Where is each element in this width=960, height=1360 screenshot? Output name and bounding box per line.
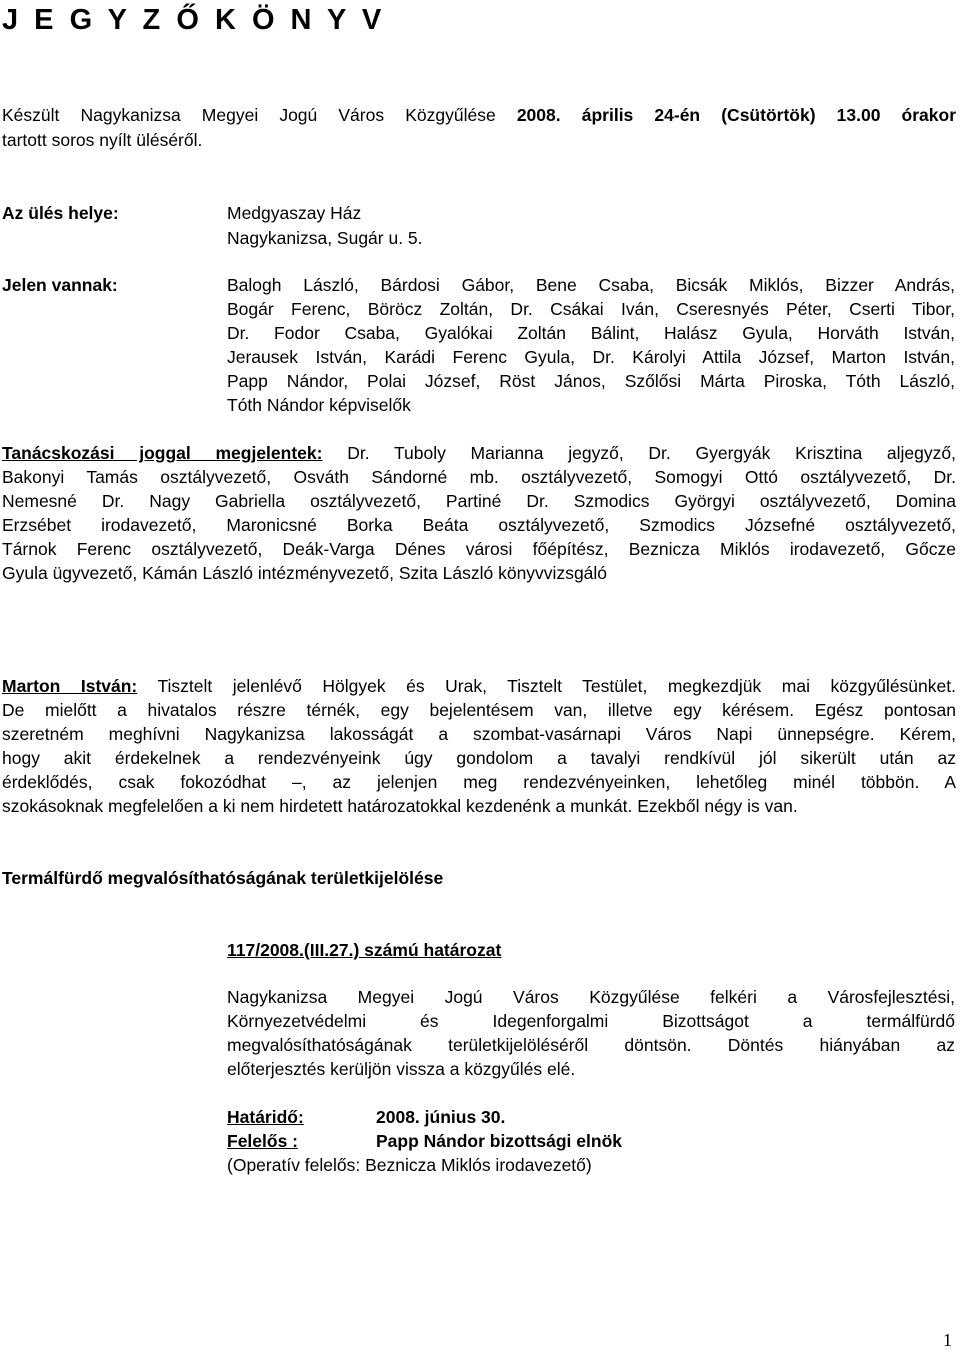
present-line: Jerausek István, Karádi Ferenc Gyula, Dr. Károlyi Attila József, Marton István, — [227, 347, 955, 367]
advisory-line-1 — [2, 441, 956, 466]
venue-name: Medgyaszay Ház — [227, 203, 362, 223]
intro-text: Készült Nagykanizsa Megyei Jogú Város Közgyűlése — [2, 105, 496, 125]
advisory-text: Dr. Tuboly Marianna jegyző, Dr. Gyergyák Krisztina aljegyző, — [322, 443, 956, 463]
page-number: 1 — [943, 1330, 952, 1350]
deadline-value: 2008. június 30. — [376, 1107, 506, 1127]
resolution-line: előterjesztés kerüljön vissza a közgyűlés elé. — [227, 1059, 576, 1079]
resolution-line: Környezetvédelmi és Idegenforgalmi Bizottságot a termálfürdő — [227, 1011, 955, 1031]
responsible-value: Papp Nándor bizottsági elnök — [376, 1131, 622, 1151]
advisory-line: Tárnok Ferenc osztályvezető, Deák-Varga Dénes városi főépítész, Beznicza Miklós irodavezető, Gőcze — [2, 539, 956, 559]
deadline-label: Határidő: — [227, 1107, 304, 1127]
resolution-number: 117/2008.(III.27.) számú határozat — [227, 940, 502, 960]
speech-line: szeretném meghívni Nagykanizsa lakosságát a szombat-vasárnapi Város Napi ünnepségre. Kérem, — [2, 724, 956, 744]
document-title: J E G Y Z Ő K Ö N Y V — [2, 4, 386, 36]
advisory-line: Erzsébet irodavezető, Maronicsné Borka Beáta osztályvezető, Szmodics Józsefné osztályvezető, — [2, 515, 956, 535]
present-line: Papp Nándor, Polai József, Röst János, Szőlősi Márta Piroska, Tóth László, — [227, 371, 955, 391]
resolution-line: megvalósíthatóságának területkijelöléséről döntsön. Döntés hiányában az — [227, 1035, 955, 1055]
venue-label: Az ülés helye: — [2, 203, 119, 223]
speech-line: De mielőtt a hivatalos részre térnék, egy bejelentésem van, illetve egy kérésem. Egész pontosan — [2, 700, 956, 720]
advisory-label: Tanácskozási joggal megjelentek: — [2, 443, 323, 463]
intro-line-1 — [2, 103, 956, 128]
intro-line-2: tartott soros nyílt üléséről. — [2, 130, 203, 150]
operative-responsible: (Operatív felelős: Beznicza Miklós irodavezető) — [227, 1155, 592, 1175]
speech-line: érdeklődés, csak fokozódhat –, az jelenjen meg rendezvényeinken, lehetőleg minél többön. A — [2, 772, 956, 792]
speech-line: szokásoknak megfelelően a ki nem hirdetett határozatokkal kezdenénk a munkát. Ezekből négy is van. — [2, 796, 798, 816]
present-line: Dr. Fodor Csaba, Gyalókai Zoltán Bálint, Halász Gyula, Horváth István, — [227, 323, 955, 343]
advisory-line: Gyula ügyvezető, Kámán László intézményvezető, Szita László könyvvizsgáló — [2, 563, 608, 583]
speaker-name: Marton István: — [2, 676, 138, 696]
intro-date: 2008. április 24-én (Csütörtök) 13.00 órakor — [516, 105, 956, 125]
speech-text: Tisztelt jelenlévő Hölgyek és Urak, Tisztelt Testület, megkezdjük mai közgyűlésünket. — [137, 676, 956, 696]
present-label: Jelen vannak: — [2, 275, 118, 295]
present-line: Tóth Nándor képviselők — [227, 395, 411, 415]
venue-address: Nagykanizsa, Sugár u. 5. — [227, 228, 423, 248]
resolution-line: Nagykanizsa Megyei Jogú Város Közgyűlése felkéri a Városfejlesztési, — [227, 987, 955, 1007]
responsible-label: Felelős : — [227, 1131, 298, 1151]
agenda-title: Termálfürdő megvalósíthatóságának területkijelölése — [2, 868, 444, 888]
advisory-line: Bakonyi Tamás osztályvezető, Osváth Sándorné mb. osztályvezető, Somogyi Ottó osztályvezető, Dr. — [2, 467, 956, 487]
present-line: Bogár Ferenc, Böröcz Zoltán, Dr. Csákai Iván, Cseresnyés Péter, Cserti Tibor, — [227, 299, 955, 319]
present-line: Balogh László, Bárdosi Gábor, Bene Csaba, Bicsák Miklós, Bizzer András, — [227, 275, 955, 295]
speech-line: hogy akit érdekelnek a rendezvényeink úgy gondolom a tavalyi rendkívül jól sikerült után az — [2, 748, 956, 768]
advisory-line: Nemesné Dr. Nagy Gabriella osztályvezető, Partiné Dr. Szmodics Györgyi osztályvezető, Domina — [2, 491, 956, 511]
speech-line-1 — [2, 674, 956, 699]
